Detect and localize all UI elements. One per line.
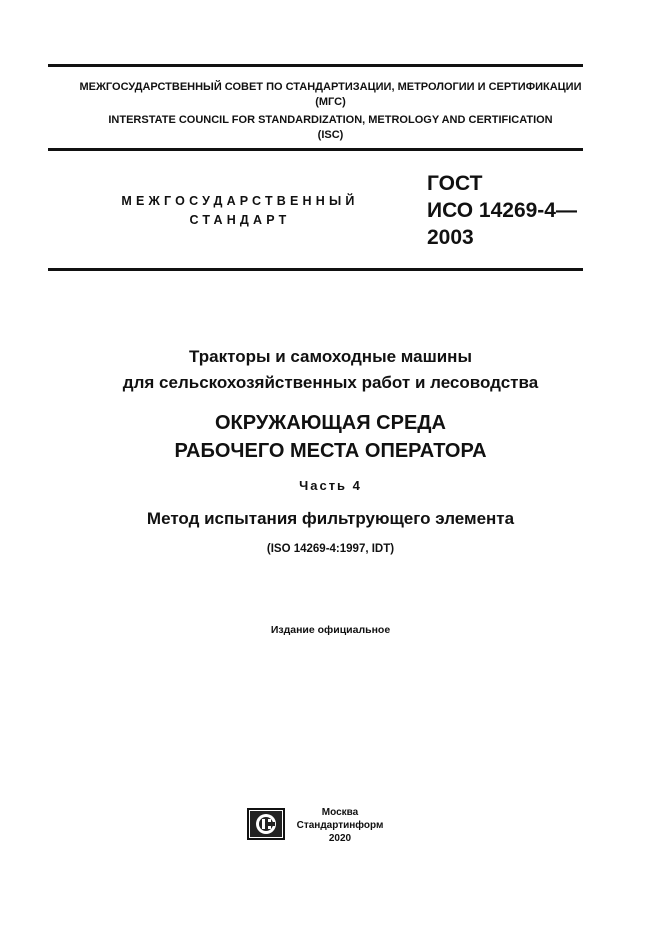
method-title: Метод испытания фильтрующего элемента bbox=[146, 509, 515, 528]
top-rule bbox=[48, 64, 583, 67]
council-ru-line1: МЕЖГОСУДАРСТВЕННЫЙ СОВЕТ ПО СТАНДАРТИЗАЦИИ, МЕТРОЛОГИИ И СЕРТИФИКАЦИИ bbox=[79, 81, 582, 93]
designation-line1: ГОСТ bbox=[427, 172, 483, 195]
part-label: Часть 4 bbox=[299, 478, 362, 493]
middle-rule bbox=[48, 148, 583, 151]
standard-type-line2: СТАНДАРТ bbox=[189, 213, 291, 227]
title-line1: Тракторы и самоходные машины bbox=[189, 347, 472, 366]
standartinform-logo-icon bbox=[247, 808, 285, 840]
council-en-line1: INTERSTATE COUNCIL FOR STANDARDIZATION, METROLOGY AND CERTIFICATION bbox=[108, 114, 553, 126]
designation-line3: 2003 bbox=[427, 226, 474, 249]
standard-type-line1: МЕЖГОСУДАРСТВЕННЫЙ bbox=[121, 194, 359, 208]
publisher-year: 2020 bbox=[328, 833, 352, 844]
council-ru-line2: (МГС) bbox=[315, 96, 346, 108]
lower-rule bbox=[48, 268, 583, 271]
publisher-name: Стандартинформ bbox=[296, 820, 384, 831]
publisher-block bbox=[290, 806, 390, 845]
standard-designation bbox=[427, 170, 577, 251]
title-heading1: ОКРУЖАЮЩАЯ СРЕДА bbox=[215, 412, 446, 434]
iso-reference: (ISO 14269-4:1997, IDT) bbox=[266, 543, 395, 555]
edition-label: Издание официальное bbox=[270, 624, 391, 636]
council-en-line2: (ISC) bbox=[317, 129, 344, 141]
title-line2: для сельскохозяйственных работ и лесоводства bbox=[122, 373, 539, 392]
designation-line2: ИСО 14269-4— bbox=[427, 199, 577, 222]
publisher-city: Москва bbox=[321, 807, 359, 818]
title-heading2: РАБОЧЕГО МЕСТА ОПЕРАТОРА bbox=[174, 440, 487, 462]
